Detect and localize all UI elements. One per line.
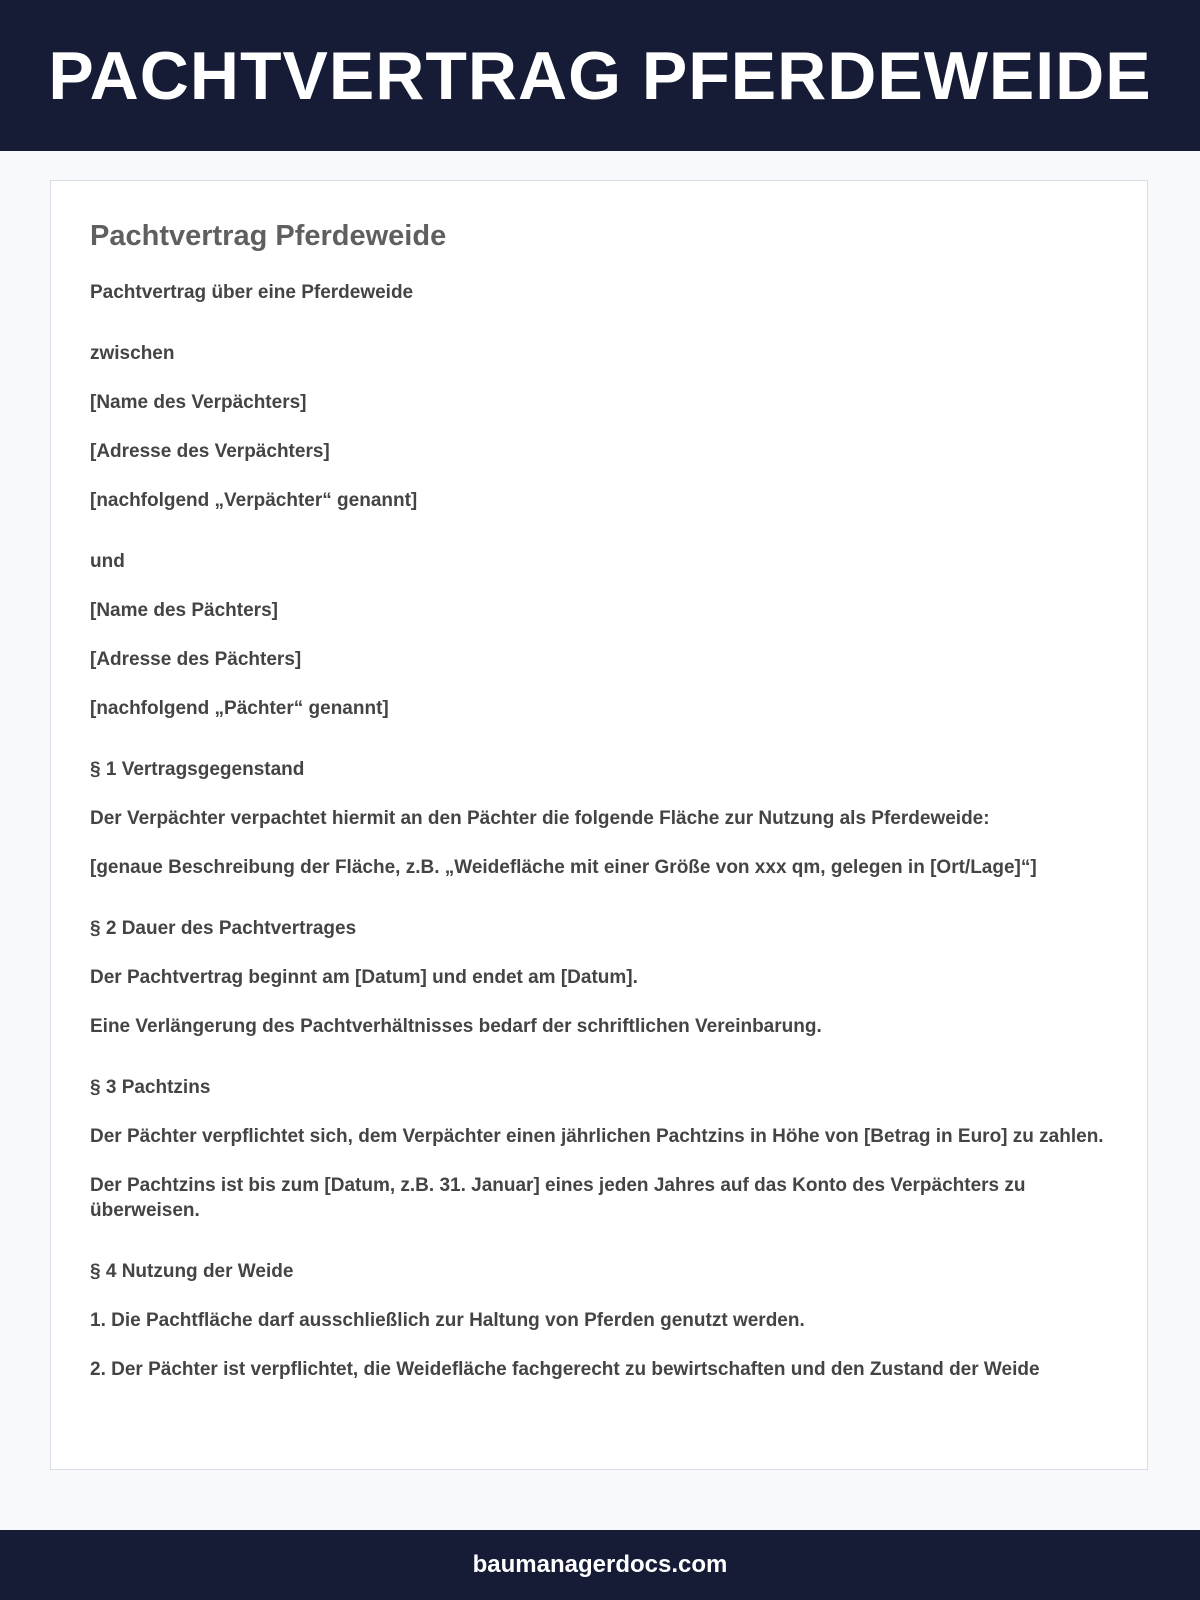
section-paragraph: Der Pächter verpflichtet sich, dem Verpächter einen jährlichen Pachtzins in Höhe von [Betrag in Euro] zu zahlen. (90, 1125, 1104, 1147)
section-paragraph: Der Pachtvertrag beginnt am [Datum] und endet am [Datum]. (90, 966, 638, 988)
section-paragraph: 2. Der Pächter ist verpflichtet, die Weidefläche fachgerecht zu bewirtschaften und den Zustand der Weide (90, 1358, 1040, 1380)
document-card (50, 180, 1148, 1470)
document-title: Pachtvertrag Pferdeweide (90, 220, 447, 252)
footer-site-link[interactable]: baumanagerdocs.com (472, 1551, 728, 1578)
lessor-address: [Adresse des Verpächters] (90, 440, 330, 462)
header-title: PACHTVERTRAG PFERDEWEIDE (48, 37, 1152, 114)
section-paragraph: Der Verpächter verpachtet hiermit an den Pächter die folgende Fläche zur Nutzung als Pferdeweide: (90, 807, 990, 829)
section-paragraph: [genaue Beschreibung der Fläche, z.B. „Weidefläche mit einer Größe von xxx qm, gelegen in [Ort/Lage]“] (90, 856, 1037, 878)
between-label: zwischen (90, 342, 175, 364)
document-subtitle: Pachtvertrag über eine Pferdeweide (90, 281, 414, 303)
section-paragraph: Der Pachtzins ist bis zum [Datum, z.B. 31. Januar] eines jeden Jahres auf das Konto des Verpächters zu überweisen. (90, 1174, 1026, 1221)
section-heading: § 1 Vertragsgegenstand (90, 758, 305, 780)
and-label: und (90, 550, 125, 572)
section-heading: § 3 Pachtzins (90, 1076, 211, 1098)
section-heading: § 4 Nutzung der Weide (90, 1260, 294, 1282)
lessor-name: [Name des Verpächters] (90, 391, 307, 413)
section-paragraph: 1. Die Pachtfläche darf ausschließlich zur Haltung von Pferden genutzt werden. (90, 1309, 805, 1331)
page-footer (0, 1530, 1200, 1600)
lessor-designation: [nachfolgend „Verpächter“ genannt] (90, 489, 418, 511)
lessee-address: [Adresse des Pächters] (90, 648, 302, 670)
section-heading: § 2 Dauer des Pachtvertrages (90, 917, 357, 939)
lessee-name: [Name des Pächters] (90, 599, 278, 621)
page-header (0, 0, 1200, 151)
lessee-designation: [nachfolgend „Pächter“ genannt] (90, 697, 389, 719)
section-paragraph: Eine Verlängerung des Pachtverhältnisses bedarf der schriftlichen Vereinbarung. (90, 1015, 822, 1037)
